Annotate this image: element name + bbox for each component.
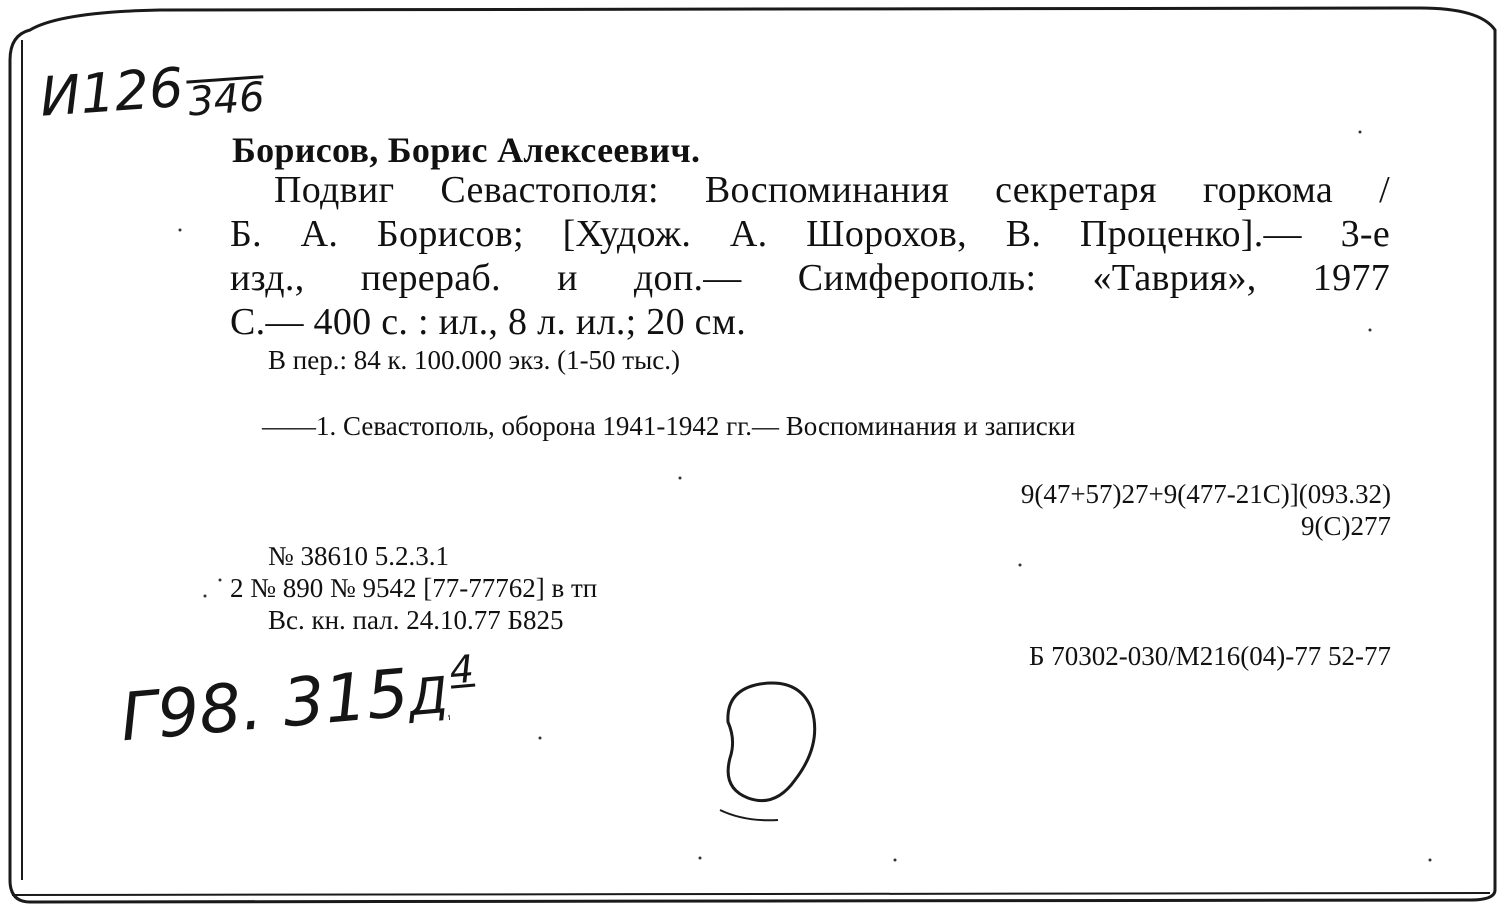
description-block: [230, 168, 1390, 344]
handwritten-call-number-top: [38, 50, 266, 131]
classification-code-1: 9(47+57)27+9(477-21С)](093.32): [1020, 479, 1391, 509]
price-line: В пер.: 84 к. 100.000 экз. (1-50 тыс.): [268, 345, 680, 375]
classification-block: [1021, 478, 1391, 542]
publisher-code: Б 70302-030/М216(04)-77 52-77: [1029, 641, 1391, 671]
bottom-call-letter: Д: [406, 666, 451, 728]
registry-block: [230, 540, 597, 636]
bottom-call-super: 4: [447, 646, 476, 693]
subject-line: ——1. Севастополь, оборона 1941-1942 гг.— Воспоминания и записки: [262, 411, 1076, 441]
classification-code-2: 9(С)277: [1301, 511, 1391, 541]
description-line-4: С.— 400 с. : ил., 8 л. ил.; 20 см.: [230, 301, 747, 343]
description-line-3: изд., перераб. и доп.— Симферополь: «Таврия», 1977: [230, 257, 1390, 299]
punch-hole-mark: [700, 670, 840, 830]
registry-line-3: Вс. кн. пал. 24.10.77 Б825: [268, 605, 564, 635]
bottom-call-main: Г98. 315: [117, 654, 412, 757]
registry-line-1: № 38610 5.2.3.1: [268, 541, 450, 571]
call-number-sub: 346: [186, 74, 267, 126]
registry-line-2: 2 № 890 № 9542 [77-77762] в тп: [230, 573, 598, 603]
call-number-main: И126: [37, 55, 186, 129]
author-heading: Борисов, Борис Алексеевич.: [232, 130, 701, 170]
description-line-2: Б. А. Борисов; [Худож. А. Шорохов, В. Проценко].— 3-е: [230, 213, 1390, 255]
description-line-1: Подвиг Севастополя: Воспоминания секретаря горкома /: [274, 169, 1390, 211]
